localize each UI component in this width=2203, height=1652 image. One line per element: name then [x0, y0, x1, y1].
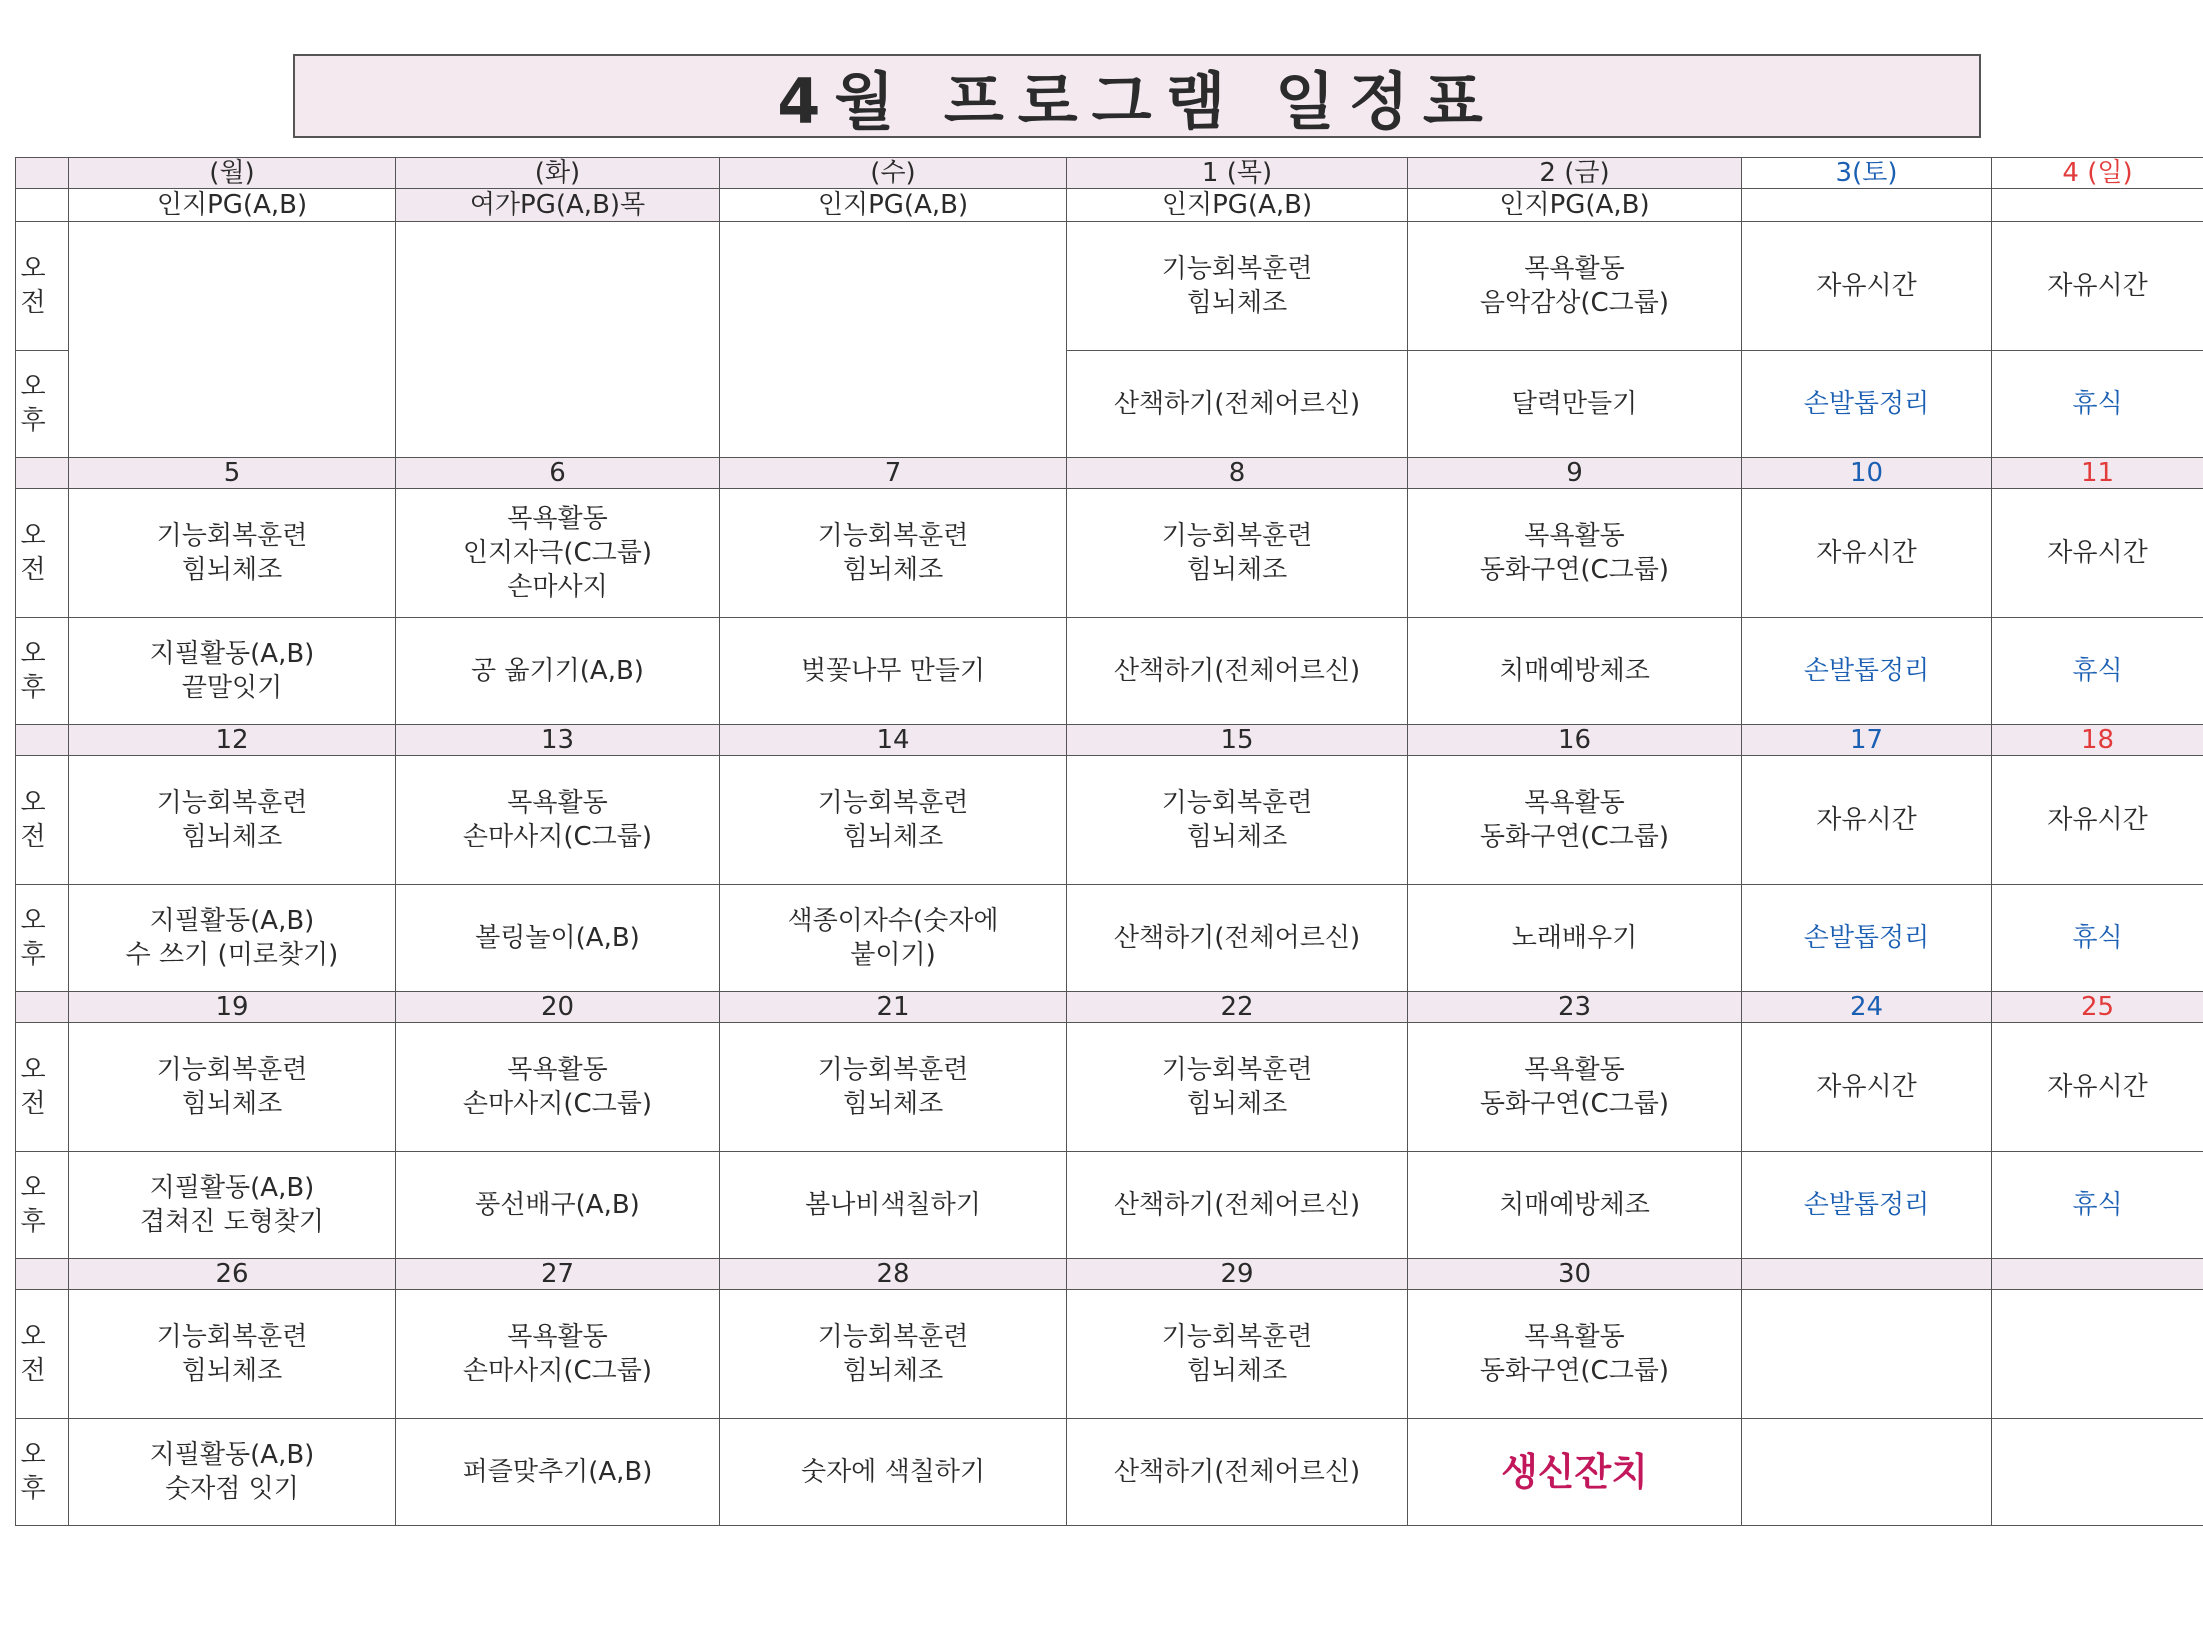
schedule-text: 자유시간 — [1816, 1072, 1917, 1102]
schedule-cell — [1742, 1419, 1992, 1526]
schedule-text: 산책하기(전체어르신) — [1113, 923, 1361, 953]
date-cell: 26 — [69, 1259, 396, 1290]
schedule-cell — [396, 885, 720, 992]
schedule-cell — [720, 1419, 1067, 1526]
schedule-cell — [1067, 1023, 1408, 1152]
day-header-sun: 4 (일) — [1992, 158, 2203, 189]
schedule-text: 벚꽃나무 만들기 — [800, 656, 986, 686]
am-label-text: 오 전 — [20, 1055, 46, 1119]
schedule-cell — [1742, 489, 1992, 618]
schedule-text: 휴식 — [2072, 656, 2123, 686]
schedule-cell — [1067, 885, 1408, 992]
date-cell: 19 — [69, 992, 396, 1023]
schedule-cell — [1408, 756, 1742, 885]
schedule-text: 봄나비색칠하기 — [805, 1190, 981, 1220]
schedule-cell — [1992, 489, 2203, 618]
schedule-cell — [1992, 1023, 2203, 1152]
day-header-mon: (월) — [69, 158, 396, 189]
week-5-pm-row — [16, 1419, 2203, 1526]
date-cell: 6 — [396, 458, 720, 489]
schedule-text: 지필활동(A,B) 겹쳐진 도형찾기 — [139, 1173, 325, 1237]
corner-cell — [16, 158, 69, 189]
schedule-cell: 손발톱정리 — [1742, 351, 1992, 458]
schedule-text: 치매예방체조 — [1499, 1190, 1650, 1220]
schedule-text: 목욕활동 인지자극(C그룹) 손마사지 — [462, 504, 653, 602]
schedule-cell — [69, 1419, 396, 1526]
date-cell: 17 — [1742, 725, 1992, 756]
day-header-tue: (화) — [396, 158, 720, 189]
date-cell: 23 — [1408, 992, 1742, 1023]
schedule-text: 치매예방체조 — [1499, 656, 1650, 686]
pm-label — [16, 1419, 69, 1526]
schedule-cell — [1067, 618, 1408, 725]
schedule-table — [15, 157, 2203, 1526]
am-label-text: 오 전 — [20, 788, 46, 852]
date-cell: 8 — [1067, 458, 1408, 489]
schedule-text: 공 옮기기(A,B) — [471, 656, 644, 686]
week-1-am-mon — [69, 222, 396, 458]
schedule-text: 기능회복훈련 힘뇌체조 — [156, 1055, 308, 1119]
date-cell — [1742, 1259, 1992, 1290]
program-fri: 인지PG(A,B) — [1408, 189, 1742, 222]
week-3-am-row — [16, 756, 2203, 885]
schedule-cell: 자유시간 — [1742, 222, 1992, 351]
week-1-am-wed — [720, 222, 1067, 458]
date-corner-cell — [16, 458, 69, 489]
schedule-cell — [396, 1419, 720, 1526]
date-cell: 9 — [1408, 458, 1742, 489]
schedule-text: 기능회복훈련 힘뇌체조 — [1161, 788, 1313, 852]
schedule-cell — [396, 1023, 720, 1152]
date-cell: 11 — [1992, 458, 2203, 489]
program-tue: 여가PG(A,B)목 — [396, 189, 720, 222]
schedule-text: 기능회복훈련 힘뇌체조 — [817, 1055, 969, 1119]
schedule-cell — [1067, 489, 1408, 618]
date-cell: 27 — [396, 1259, 720, 1290]
schedule-cell — [720, 489, 1067, 618]
program-label-cell — [16, 189, 69, 222]
schedule-cell — [1067, 756, 1408, 885]
schedule-text: 기능회복훈련 힘뇌체조 — [156, 521, 308, 585]
schedule-text: 풍선배구(A,B) — [475, 1190, 640, 1220]
date-cell — [1992, 1259, 2203, 1290]
schedule-cell — [1067, 1419, 1408, 1526]
schedule-text: 휴식 — [2072, 1190, 2123, 1220]
schedule-cell: 휴식 — [1992, 351, 2203, 458]
program-sat — [1742, 189, 1992, 222]
pm-label-text: 오 후 — [20, 906, 46, 970]
date-cell: 18 — [1992, 725, 2203, 756]
schedule-text: 숫자에 색칠하기 — [800, 1457, 986, 1487]
schedule-cell — [720, 618, 1067, 725]
schedule-cell — [1992, 885, 2203, 992]
schedule-cell — [1067, 1152, 1408, 1259]
week-5-am-row — [16, 1290, 2203, 1419]
schedule-text: 기능회복훈련 힘뇌체조 — [817, 1322, 969, 1386]
schedule-cell — [1408, 1023, 1742, 1152]
pm-label-text: 오 후 — [20, 1440, 46, 1504]
am-label-text: 오 전 — [20, 521, 46, 585]
schedule-cell — [720, 1152, 1067, 1259]
date-cell: 12 — [69, 725, 396, 756]
schedule-text: 기능회복훈련 힘뇌체조 — [817, 788, 969, 852]
date-cell: 14 — [720, 725, 1067, 756]
schedule-text: 목욕활동 동화구연(C그룹) — [1479, 521, 1670, 585]
schedule-text: 자유시간 — [1816, 805, 1917, 835]
pm-label — [16, 618, 69, 725]
date-cell: 20 — [396, 992, 720, 1023]
week-3-pm-row — [16, 885, 2203, 992]
schedule-cell — [720, 1023, 1067, 1152]
schedule-text: 산책하기(전체어르신) — [1113, 1190, 1361, 1220]
am-label — [16, 756, 69, 885]
schedule-text: 퍼즐맞추기(A,B) — [462, 1457, 653, 1487]
schedule-text: 손발톱정리 — [1803, 923, 1930, 953]
schedule-cell — [1992, 1152, 2203, 1259]
schedule-cell: 자유시간 — [1992, 222, 2203, 351]
schedule-cell — [1742, 618, 1992, 725]
am-label-text: 오 전 — [20, 254, 46, 318]
day-header-thu: 1 (목) — [1067, 158, 1408, 189]
schedule-cell — [396, 489, 720, 618]
schedule-cell — [1742, 1152, 1992, 1259]
pm-label — [16, 885, 69, 992]
date-cell: 15 — [1067, 725, 1408, 756]
week-2-pm-row — [16, 618, 2203, 725]
day-header-sat: 3(토) — [1742, 158, 1992, 189]
date-cell: 16 — [1408, 725, 1742, 756]
schedule-cell — [1992, 618, 2203, 725]
day-header-wed: (수) — [720, 158, 1067, 189]
schedule-cell — [1408, 1290, 1742, 1419]
schedule-cell — [720, 756, 1067, 885]
schedule-cell — [1067, 1290, 1408, 1419]
schedule-cell — [1992, 756, 2203, 885]
date-cell: 10 — [1742, 458, 1992, 489]
schedule-text: 목욕활동 손마사지(C그룹) — [462, 1055, 653, 1119]
schedule-text: 손발톱정리 — [1803, 1190, 1930, 1220]
schedule-cell — [69, 618, 396, 725]
am-label — [16, 222, 69, 351]
program-mon: 인지PG(A,B) — [69, 189, 396, 222]
schedule-cell — [1742, 756, 1992, 885]
date-cell: 7 — [720, 458, 1067, 489]
title-banner — [293, 54, 1981, 138]
schedule-text: 기능회복훈련 힘뇌체조 — [156, 1322, 308, 1386]
schedule-text: 기능회복훈련 힘뇌체조 — [1161, 521, 1313, 585]
week-1-header-row — [16, 158, 2203, 189]
schedule-cell — [1408, 1152, 1742, 1259]
program-row — [16, 189, 2203, 222]
schedule-text: 지필활동(A,B) 끝말잇기 — [149, 639, 315, 703]
schedule-text: 자유시간 — [2047, 538, 2148, 568]
schedule-cell: 목욕활동 음악감상(C그룹) — [1408, 222, 1742, 351]
schedule-cell — [1742, 1290, 1992, 1419]
week-3-date-row — [16, 725, 2203, 756]
week-1-am-tue — [396, 222, 720, 458]
schedule-cell — [396, 1290, 720, 1419]
schedule-text: 산책하기(전체어르신) — [1113, 656, 1361, 686]
schedule-cell — [720, 885, 1067, 992]
am-label — [16, 1290, 69, 1419]
pm-label — [16, 351, 69, 458]
schedule-cell — [1992, 1419, 2203, 1526]
schedule-text: 기능회복훈련 힘뇌체조 — [1161, 1322, 1313, 1386]
schedule-cell — [69, 1290, 396, 1419]
schedule-cell — [396, 618, 720, 725]
day-header-fri: 2 (금) — [1408, 158, 1742, 189]
date-cell: 24 — [1742, 992, 1992, 1023]
schedule-cell — [396, 1152, 720, 1259]
page-title: 4월 프로그램 일정표 — [777, 64, 1497, 138]
schedule-text: 목욕활동 동화구연(C그룹) — [1479, 1322, 1670, 1386]
schedule-cell — [720, 1290, 1067, 1419]
schedule-text: 목욕활동 손마사지(C그룹) — [462, 788, 653, 852]
schedule-text: 산책하기(전체어르신) — [1113, 1457, 1361, 1487]
schedule-cell — [69, 1152, 396, 1259]
pm-label — [16, 1152, 69, 1259]
schedule-text: 지필활동(A,B) 수 쓰기 (미로찾기) — [125, 906, 339, 970]
schedule-cell — [1742, 885, 1992, 992]
week-1-am-row — [16, 222, 2203, 351]
schedule-cell — [69, 885, 396, 992]
pm-label-text: 오 후 — [20, 1173, 46, 1237]
pm-label-text: 오 후 — [20, 372, 46, 436]
date-cell: 21 — [720, 992, 1067, 1023]
week-2-am-row — [16, 489, 2203, 618]
program-sun — [1992, 189, 2203, 222]
weeks-body — [16, 458, 2203, 1526]
schedule-cell — [1408, 618, 1742, 725]
date-corner-cell — [16, 725, 69, 756]
schedule-text: 지필활동(A,B) 숫자점 잇기 — [149, 1440, 315, 1504]
date-cell: 13 — [396, 725, 720, 756]
date-cell: 22 — [1067, 992, 1408, 1023]
schedule-text: 목욕활동 동화구연(C그룹) — [1479, 788, 1670, 852]
schedule-text: 기능회복훈련 힘뇌체조 — [1161, 1055, 1313, 1119]
schedule-cell — [69, 489, 396, 618]
schedule-cell — [69, 1023, 396, 1152]
schedule-cell — [69, 756, 396, 885]
am-label-text: 오 전 — [20, 1322, 46, 1386]
week-4-am-row — [16, 1023, 2203, 1152]
date-cell: 5 — [69, 458, 396, 489]
pm-label-text: 오 후 — [20, 639, 46, 703]
schedule-cell — [1408, 885, 1742, 992]
schedule-cell — [1408, 489, 1742, 618]
schedule-cell: 달력만들기 — [1408, 351, 1742, 458]
am-label — [16, 489, 69, 618]
week-5-date-row — [16, 1259, 2203, 1290]
week-2-date-row — [16, 458, 2203, 489]
am-label — [16, 1023, 69, 1152]
schedule-text: 노래배우기 — [1511, 923, 1638, 953]
week-4-pm-row — [16, 1152, 2203, 1259]
schedule-cell: 기능회복훈련 힘뇌체조 — [1067, 222, 1408, 351]
schedule-cell: 산책하기(전체어르신) — [1067, 351, 1408, 458]
schedule-text: 기능회복훈련 힘뇌체조 — [156, 788, 308, 852]
program-wed: 인지PG(A,B) — [720, 189, 1067, 222]
schedule-text: 자유시간 — [1816, 538, 1917, 568]
schedule-cell — [1742, 1023, 1992, 1152]
schedule-text: 생신잔치 — [1501, 1450, 1648, 1494]
date-corner-cell — [16, 1259, 69, 1290]
week-4-date-row — [16, 992, 2203, 1023]
schedule-text: 색종이자수(숫자에 붙이기) — [787, 906, 999, 970]
date-cell: 28 — [720, 1259, 1067, 1290]
schedule-cell — [1408, 1419, 1742, 1526]
schedule-text: 휴식 — [2072, 923, 2123, 953]
schedule-text: 기능회복훈련 힘뇌체조 — [817, 521, 969, 585]
schedule-text: 볼링놀이(A,B) — [475, 923, 640, 953]
date-cell: 29 — [1067, 1259, 1408, 1290]
schedule-text: 목욕활동 동화구연(C그룹) — [1479, 1055, 1670, 1119]
schedule-cell — [1992, 1290, 2203, 1419]
schedule-text: 손발톱정리 — [1803, 656, 1930, 686]
date-corner-cell — [16, 992, 69, 1023]
schedule-text: 자유시간 — [2047, 805, 2148, 835]
schedule-cell — [396, 756, 720, 885]
schedule-text: 목욕활동 손마사지(C그룹) — [462, 1322, 653, 1386]
program-thu: 인지PG(A,B) — [1067, 189, 1408, 222]
date-cell: 30 — [1408, 1259, 1742, 1290]
schedule-text: 자유시간 — [2047, 1072, 2148, 1102]
date-cell: 25 — [1992, 992, 2203, 1023]
